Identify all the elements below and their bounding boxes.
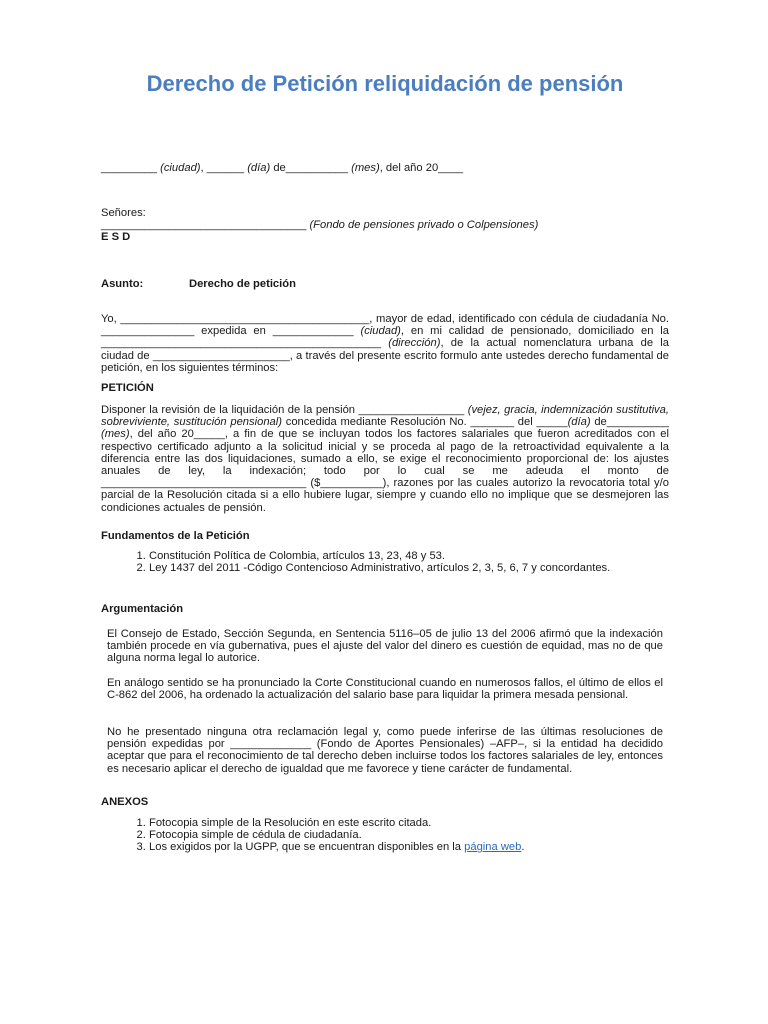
date-city-blank: _________ <box>101 162 161 174</box>
date-day-hint: (día) <box>247 162 271 174</box>
web-page-link[interactable]: página web <box>464 841 522 854</box>
intro-city-hint: (ciudad) <box>360 325 401 338</box>
peticion-day-hint: (día) <box>567 416 591 429</box>
recipient-fund-line <box>101 219 538 231</box>
date-month-blank: de__________ <box>270 162 352 174</box>
peticion-heading: PETICIÓN <box>101 382 154 394</box>
argument-paragraph-1: El Consejo de Estado, Sección Segunda, en Sentencia 5116–05 de julio 13 del 2006 afirmó que la indexación también procede en vía gubernativa, pues el ajuste del valor del dinero es cuestión de equidad, mas no de que alguna norma legal lo autorice. <box>107 628 663 665</box>
subject-label: Asunto: <box>101 278 144 290</box>
anexo-3-text: Los exigidos por la UGPP, que se encuentran disponibles en la <box>149 841 465 854</box>
peticion-text-3: de__________ <box>590 416 669 429</box>
subject-line <box>101 278 296 290</box>
date-year-blank: , del año 20____ <box>379 162 464 174</box>
fund-blank: _________________________________ <box>101 219 310 231</box>
intro-address-hint: (dirección) <box>388 337 441 350</box>
intro-text-3: , de la actual nomenclatura urbana de la ciudad de ______________________, a través del presente escrito formulo ante ustedes derecho fundamental de petición, en los siguientes términos: <box>101 337 669 374</box>
list-item: 2. Fotocopia simple de cédula de ciudadanía. <box>149 829 661 841</box>
argumentacion-heading: Argumentación <box>101 603 184 615</box>
date-line <box>101 162 463 174</box>
peticion-paragraph <box>101 404 669 514</box>
argument-paragraph-3: No he presentado ninguna otra reclamación legal y, como puede inferirse de las últimas resoluciones de pensión expedidas por _____________ (Fondo de Aportes Pensionales) –AFP–, si la entidad ha decidido aceptar que para el reconocimiento de tal derecho deben incluirse todos los factores salariales de ley, entonces es necesario aplicar el derecho de igualdad que me favorece y tiene carácter de fundamental. <box>107 726 663 775</box>
argument-paragraph-2: En análogo sentido se ha pronunciado la Corte Constitucional cuando en numerosos fallos, el último de ellos el C-862 del 2006, ha ordenado la actualización del salario base para liquidar la primera mesada pensional. <box>107 677 663 702</box>
peticion-types-hint: (vejez, gracia, indemnización sustitutiva, sobreviviente, sustitución pensional) <box>101 404 669 429</box>
fund-hint: (Fondo de pensiones privado o Colpensiones) <box>309 219 539 231</box>
peticion-text-4: , del año 20_____, a fin de que se incluyan todos los factores salariales que fueron acreditados con el respectivo certificado adjunto a la solicitud inicial y se proceda al pago de la retroactividad equivalente a la diferencia entre las dos liquidaciones, sumado a ello, se exige el reconocimiento proporcional de: los ajustes anuales de ley, la indexación; todo por lo cual se me adeuda el monto de _________________________________ ($__________), razones por las cuales autorizo la revocatoria total y/o parcial de la Resolución citada si a ello hubiere lugar, siempre y cuando ello no implique que se desmejoren las condiciones actuales de pensión. <box>101 428 669 514</box>
intro-text-2: , en mi calidad de pensionado, domiciliado en la _____________________________________________ <box>101 325 669 350</box>
list-item: 1. Constitución Política de Colombia, artículos 13, 23, 48 y 53. <box>149 550 621 562</box>
peticion-month-hint: (mes) <box>101 428 130 441</box>
peticion-text-2: concedida mediante Resolución No. _______ del _____ <box>282 416 568 429</box>
list-item <box>149 841 661 853</box>
list-item: 2. Ley 1437 del 2011 -Código Contencioso Administrativo, artículos 2, 3, 5, 6, 7 y concordantes. <box>149 562 621 574</box>
fundamentos-heading: Fundamentos de la Petición <box>101 530 250 542</box>
list-item: 1. Fotocopia simple de la Resolución en este escrito citada. <box>149 817 661 829</box>
anexos-heading: ANEXOS <box>101 796 149 808</box>
fundamentos-list <box>101 550 621 574</box>
recipient-salutation: Señores: <box>101 207 146 219</box>
subject-value: Derecho de petición <box>189 278 296 290</box>
date-month-hint: (mes) <box>351 162 380 174</box>
date-day-blank: , ______ <box>200 162 248 174</box>
date-city-hint: (ciudad) <box>160 162 201 174</box>
intro-paragraph <box>101 313 669 374</box>
peticion-text-1: Disponer la revisión de la liquidación de la pensión _________________ <box>101 404 468 416</box>
recipient-esd: E S D <box>101 231 131 243</box>
anexo-3-period: . <box>521 841 525 854</box>
intro-text-1: Yo, ________________________________________, mayor de edad, identificado con cédula de ciudadanía No. _______________ expedida en _____________ <box>101 313 669 338</box>
anexos-list <box>101 817 661 854</box>
document-title: Derecho de Petición reliquidación de pensión <box>146 71 624 96</box>
